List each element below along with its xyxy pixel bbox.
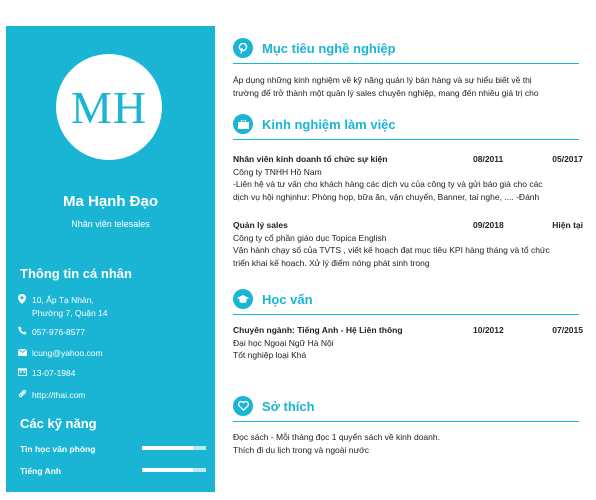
location-pin-icon xyxy=(18,294,32,320)
section-divider xyxy=(233,139,579,140)
contact-address xyxy=(18,294,108,320)
education-start-date: 10/2012 xyxy=(473,325,504,335)
job-desc-line: triển khai kế hoạch. Xử lý điểm nóng phát sinh trong xyxy=(233,257,430,268)
job-desc-line: -Liên hệ và tư vấn cho khách hàng các dịch vụ của công ty và gửi báo giá cho các xyxy=(233,179,543,189)
objective-line: Áp dụng những kinh nghiệm về kỹ năng quản lý bán hàng và sự hiểu biết về thị xyxy=(233,75,532,85)
envelope-icon xyxy=(18,347,32,360)
job-entry xyxy=(233,219,583,269)
skill-label: Tiếng Anh xyxy=(20,466,62,476)
sidebar xyxy=(6,26,215,492)
education-grade: Tốt nghiệp loại Khá xyxy=(233,350,307,360)
objective-line: trường để trở thành một quản lý sales chuyên nghiệp, mang đến nhiều giá trị cho xyxy=(233,87,539,98)
job-position: Quản lý sales xyxy=(233,220,288,230)
skill-label: Tin học văn phòng xyxy=(20,444,96,454)
website-text[interactable]: http://thai.com xyxy=(32,390,86,400)
heart-icon xyxy=(233,396,253,416)
contact-website[interactable] xyxy=(18,389,85,402)
hobby-line: Thích đi du lịch trong và ngoài nước xyxy=(233,444,370,455)
education-school: Đại học Ngoại Ngữ Hà Nội xyxy=(233,337,334,348)
education-entry xyxy=(233,324,583,362)
address-line-1: 10, Ấp Tạ Nhàn, xyxy=(32,295,94,305)
hobbies-text xyxy=(233,431,583,456)
hobbies-section xyxy=(233,395,583,456)
phone-text: 057-976-8577 xyxy=(32,327,85,337)
experience-title: Kinh nghiệm làm việc xyxy=(262,116,396,132)
job-entry xyxy=(233,153,583,203)
hobbies-title: Sở thích xyxy=(262,398,315,414)
section-divider xyxy=(233,421,579,422)
briefcase-icon xyxy=(233,114,253,134)
birthday-text: 13-07-1984 xyxy=(32,368,76,378)
section-divider xyxy=(233,314,579,315)
graduation-cap-icon xyxy=(233,289,253,309)
job-desc-line: Vận hành chạy số của TVTS , viết kế hoạch đạt mục tiêu KPI hàng tháng và tổ chức xyxy=(233,245,550,255)
job-company: Công ty cổ phần giáo dục Topica English xyxy=(233,232,387,243)
education-title: Học vấn xyxy=(262,291,313,307)
avatar xyxy=(56,54,162,160)
hobby-line: Đọc sách - Mỗi tháng đọc 1 quyển sách về kinh doanh. xyxy=(233,432,440,442)
skill-bar xyxy=(142,468,206,472)
objective-text xyxy=(233,74,583,99)
job-start-date: 08/2011 xyxy=(473,154,504,164)
contact-birthday xyxy=(18,367,75,380)
job-position: Nhân viên kinh doanh tổ chức sự kiện xyxy=(233,154,388,164)
pin-icon xyxy=(233,38,253,58)
education-end-date: 07/2015 xyxy=(552,325,583,335)
avatar-initials: MH xyxy=(70,81,148,133)
email-text[interactable]: lcung@yahoo.com xyxy=(32,348,103,358)
objective-section xyxy=(233,37,583,99)
job-desc-line: dịch vụ hội nghịnhư: Phòng họp, bữa ăn, vận chuyển, Banner, tai nghe, .... -Đánh xyxy=(233,191,540,202)
profile-role: Nhân viên telesales xyxy=(71,219,150,229)
address-line-2: Phường 7, Quận 14 xyxy=(32,308,108,318)
main-content xyxy=(233,0,588,500)
phone-icon xyxy=(18,326,32,339)
skill-bar xyxy=(142,446,206,450)
skill-bar-fill xyxy=(193,446,206,450)
section-divider xyxy=(233,63,579,64)
link-icon xyxy=(18,389,32,402)
job-end-date: 05/2017 xyxy=(552,154,583,164)
skills-title: Các kỹ năng xyxy=(20,416,97,431)
job-company: Công ty TNHH Hồ Nam xyxy=(233,166,322,177)
contact-phone xyxy=(18,326,85,339)
calendar-icon xyxy=(18,367,32,380)
education-major: Chuyên ngành: Tiếng Anh - Hệ Liên thông xyxy=(233,325,403,335)
profile-name: Ma Hạnh Đạo xyxy=(62,193,158,210)
contact-email[interactable] xyxy=(18,347,103,360)
job-start-date: 09/2018 xyxy=(473,220,504,230)
skill-bar-fill xyxy=(193,468,206,472)
job-end-date: Hiện tại xyxy=(552,220,583,230)
personal-info-title: Thông tin cá nhân xyxy=(20,266,132,281)
experience-section xyxy=(233,113,583,269)
objective-title: Mục tiêu nghề nghiệp xyxy=(262,40,396,56)
education-section xyxy=(233,288,583,362)
